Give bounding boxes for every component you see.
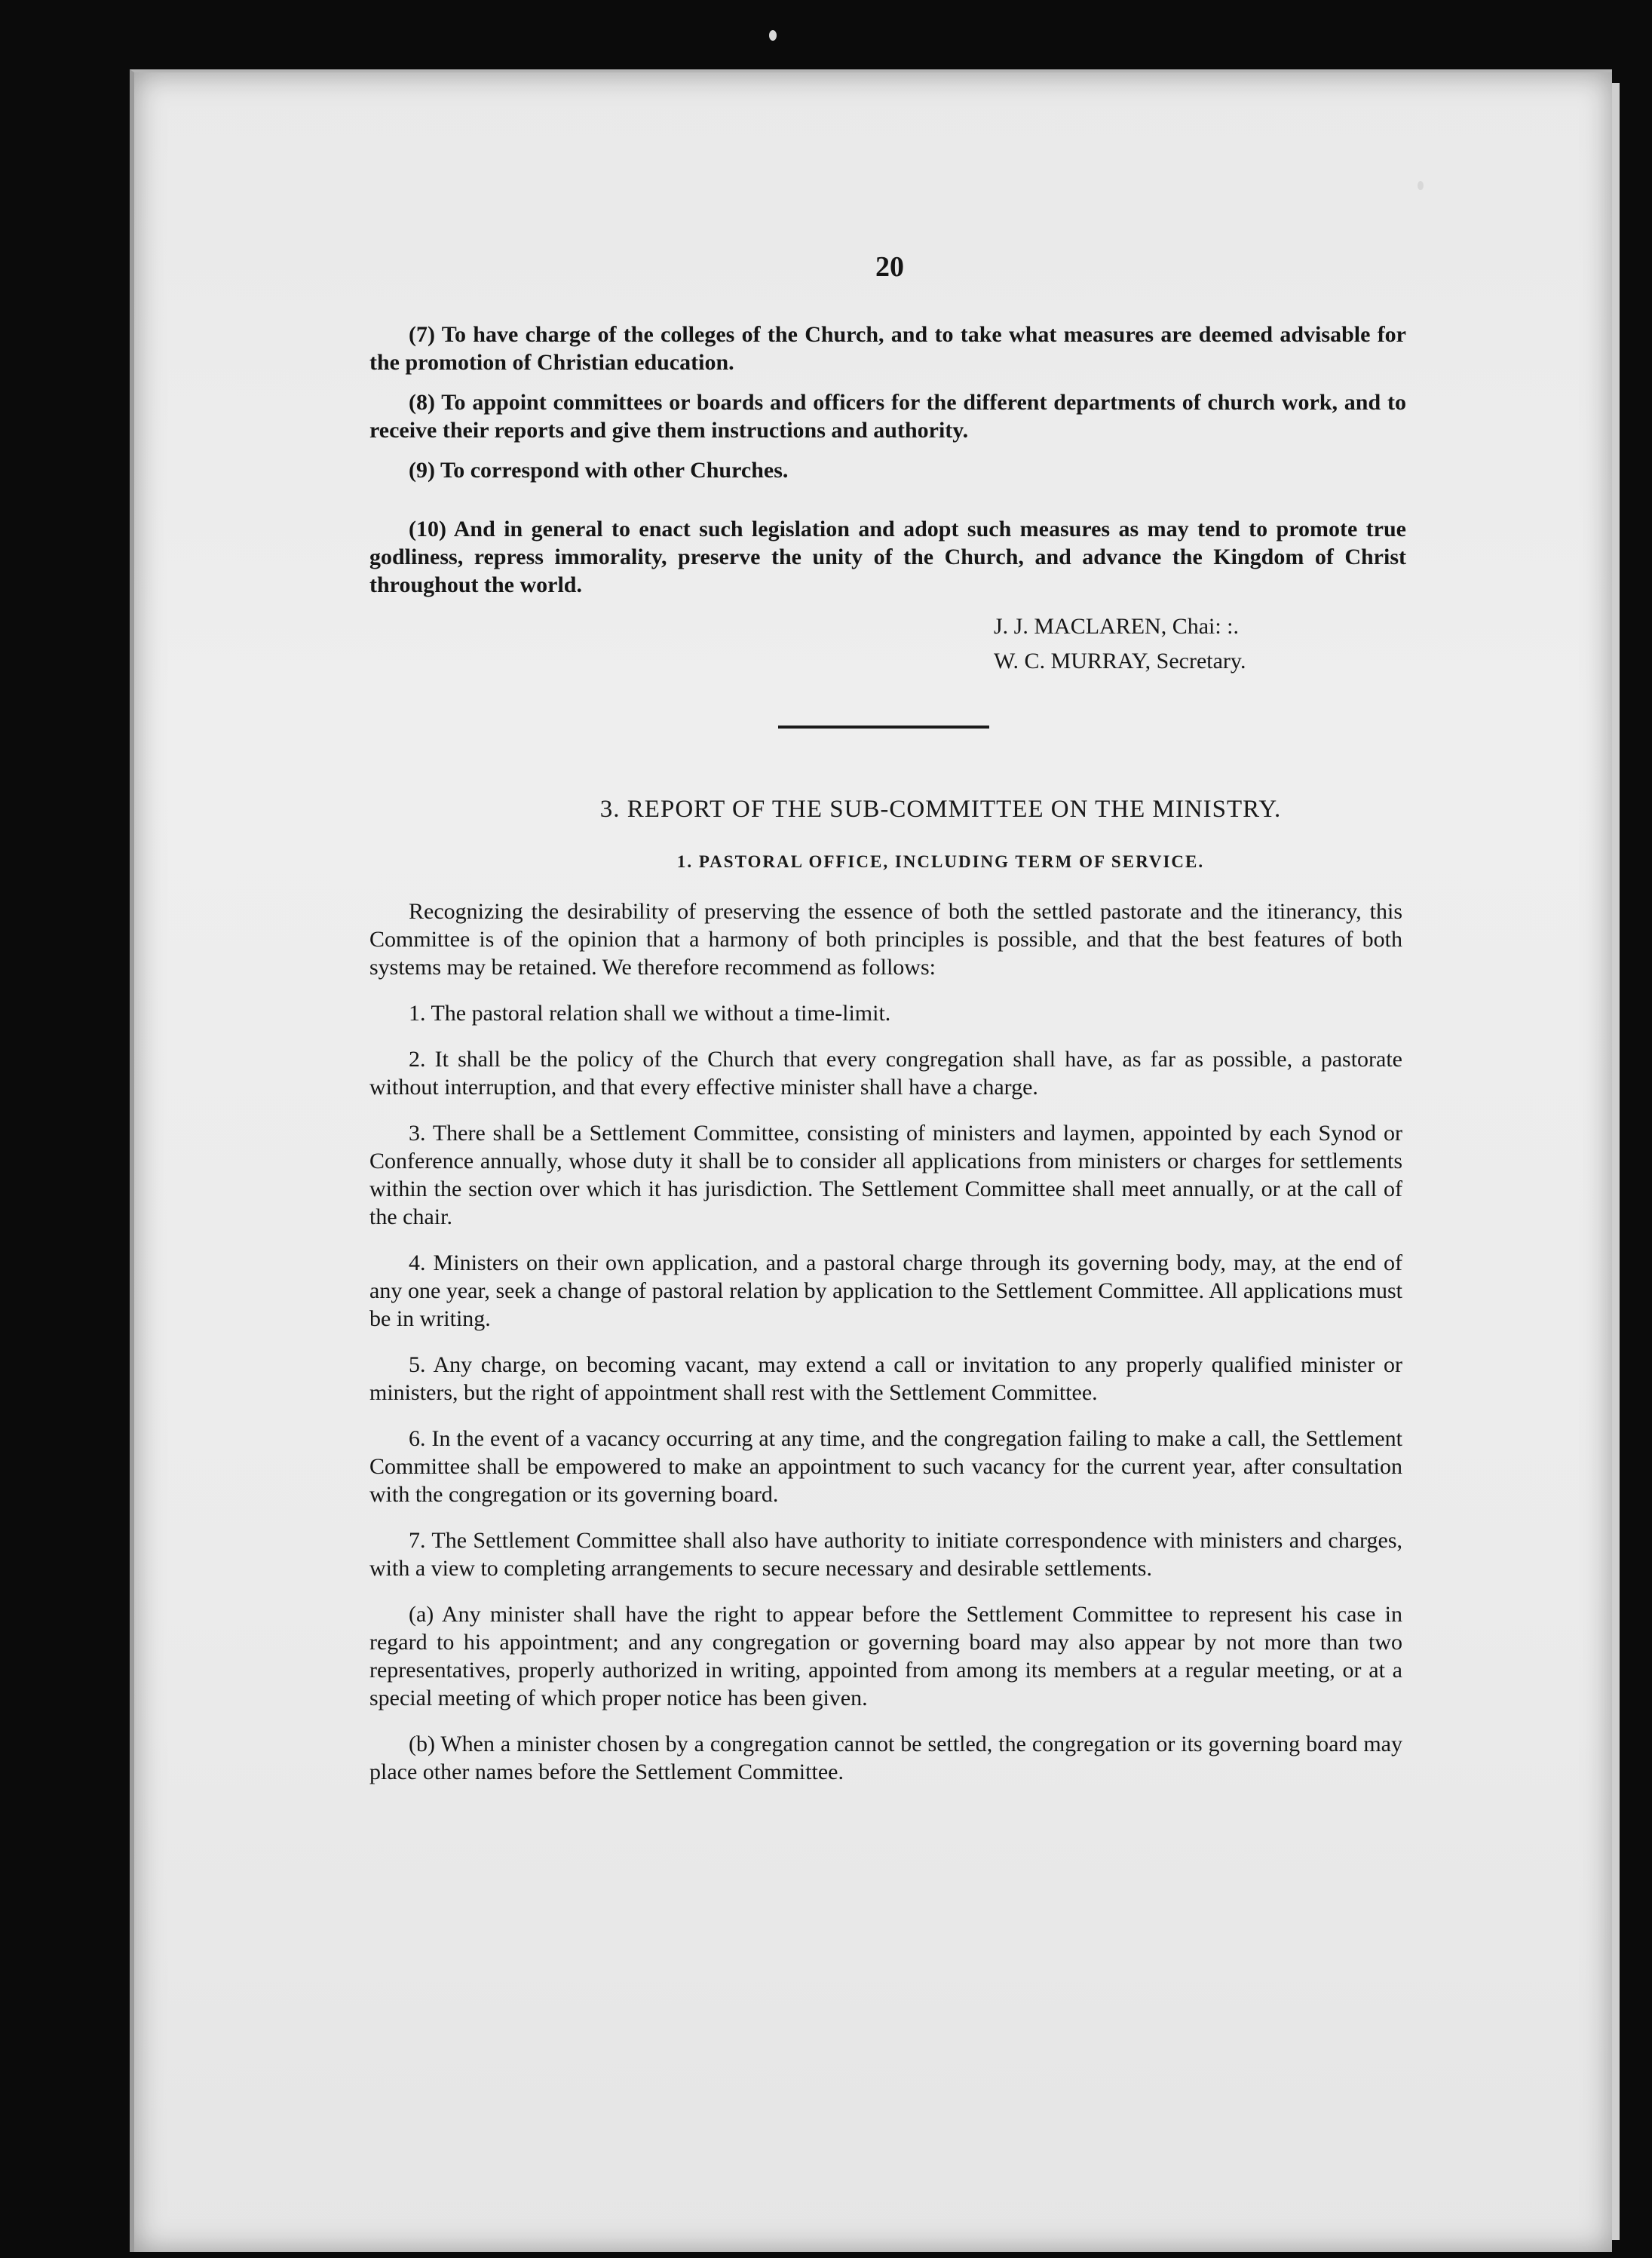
item-7: (7) To have charge of the colleges of the Church, and to take what measures are deemed advisable for the promotion of Christian education. bbox=[369, 322, 1406, 375]
report-paragraph: 5. Any charge, on becoming vacant, may extend a call or invitation to any properly qualified minister or ministers, but the right of appointment shall rest with the Settlement Committee. bbox=[369, 1352, 1402, 1405]
report-paragraph: 4. Ministers on their own application, and a pastoral charge through its governing body, may, at the end of any one year, seek a change of pastoral relation by application to the Settlement Committee. All applications must be in writing. bbox=[369, 1250, 1402, 1331]
report-paragraph: 3. There shall be a Settlement Committee, consisting of ministers and laymen, appointed by each Synod or Conference annually, whose duty it shall be to consider all applications from ministers or charges for settlements within the section over which it has jurisdiction. The Settlement Committee shall meet annually, or at the call of the chair. bbox=[369, 1121, 1402, 1229]
page-number: 20 bbox=[875, 251, 904, 283]
report-paragraph: 6. In the event of a vacancy occurring at any time, and the congregation failing to make a call, the Settlement Committee shall be empowered to make an appointment to such vacancy for the current year, after consultation with the congregation or its governing board. bbox=[369, 1426, 1402, 1507]
top-items bbox=[369, 321, 1406, 484]
report-intro: Recognizing the desirability of preserving the essence of both the settled pastorate and the itinerancy, this Committee is of the opinion that a harmony of both principles is possible, and that the best features of both systems may be retained. We therefore recommend as follows: bbox=[369, 899, 1402, 980]
signature-secretary: W. C. MURRAY, Secretary. bbox=[994, 649, 1246, 673]
report-body bbox=[369, 897, 1402, 1786]
item-10: (10) And in general to enact such legislation and adopt such measures as may tend to promote true godliness, repress immorality, preserve the unity of the Church, and advance the Kingdom of Christ throughout the world. bbox=[369, 517, 1406, 597]
scan-speck bbox=[769, 30, 777, 41]
signature-chairman: J. J. MACLAREN, Chai: :. bbox=[994, 614, 1240, 639]
section-divider bbox=[778, 726, 989, 729]
item-10-block bbox=[369, 515, 1406, 599]
report-paragraph: (a) Any minister shall have the right to appear before the Settlement Committee to represent his case in regard to his appointment; and any congregation or governing board may also appear by not more than two representatives, properly authorized in writing, appointed from among its members at a regular meeting, or at a special meeting of which proper notice has been given. bbox=[369, 1602, 1402, 1710]
item-8: (8) To appoint committees or boards and officers for the different departments of church work, and to receive their reports and give them instructions and authority. bbox=[369, 390, 1406, 443]
report-paragraph: (b) When a minister chosen by a congregation cannot be settled, the congregation or its governing board may place other names before the Settlement Committee. bbox=[369, 1732, 1402, 1784]
report-paragraph: 2. It shall be the policy of the Church that every congregation shall have, as far as possible, a pastorate without interruption, and that every effective minister shall have a charge. bbox=[369, 1047, 1402, 1100]
page-edge bbox=[1612, 83, 1620, 2240]
item-9: (9) To correspond with other Churches. bbox=[409, 458, 789, 483]
report-paragraph: 7. The Settlement Committee shall also have authority to initiate correspondence with ministers and charges, with a view to completing arrangements to secure necessary and desirable settlements. bbox=[369, 1528, 1402, 1581]
report-paragraph: 1. The pastoral relation shall we without a time-limit. bbox=[409, 1001, 891, 1026]
report-heading: 3. REPORT OF THE SUB-COMMITTEE ON THE MINISTRY. bbox=[599, 796, 1282, 823]
scan-speck bbox=[1418, 181, 1424, 190]
report-subheading: 1. PASTORAL OFFICE, INCLUDING TERM OF SERVICE. bbox=[676, 852, 1205, 871]
